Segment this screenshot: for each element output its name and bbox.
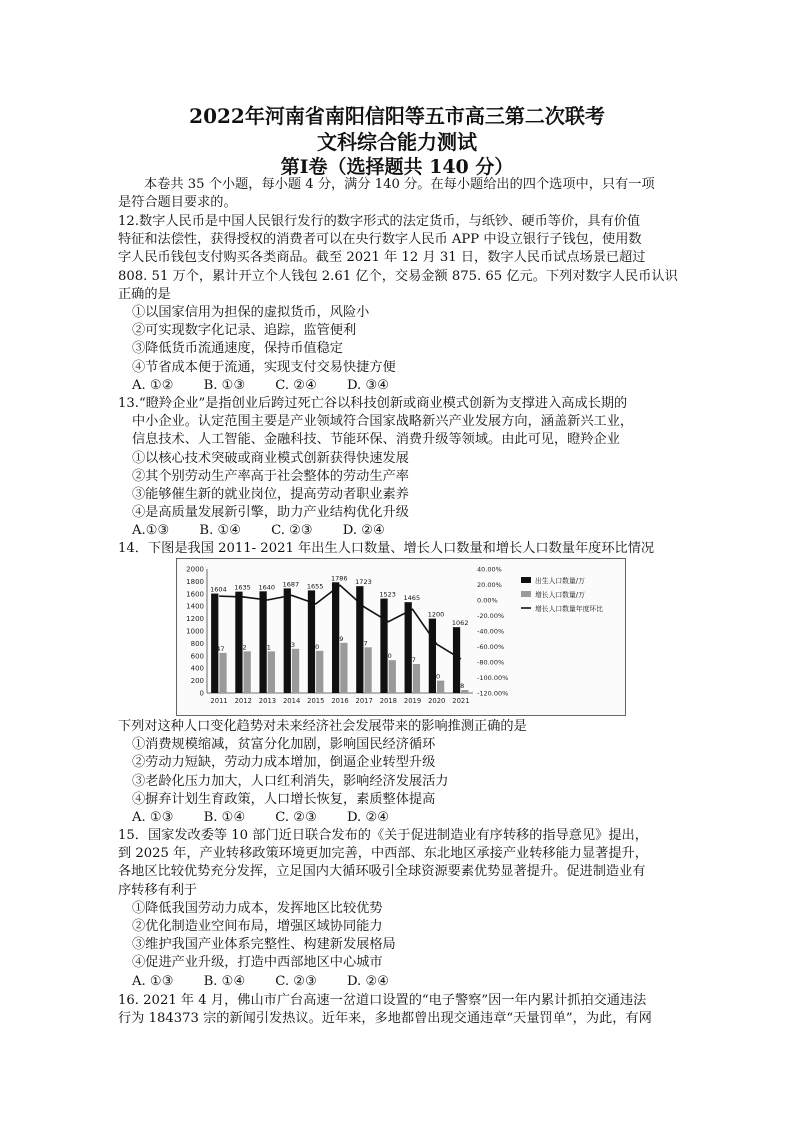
question-14: [118, 540, 678, 558]
x-tick-label: 2020: [428, 697, 446, 705]
instruction-line: 是符合题目要求的。: [118, 195, 237, 211]
y-tick-label-left: 200: [190, 677, 204, 686]
legend-label-births: 出生人口数量/万: [535, 577, 585, 585]
choice-c: C. ②④: [275, 377, 317, 393]
question-stem-line: 特征和法偿性，获得授权的消费者可以在央行数字人民币 APP 中设立银行子钱包，使用数: [118, 232, 642, 248]
data-label-growth: 37: [359, 639, 368, 648]
statement-option: ②劳动力短缺，劳动力成本增加，倒逼企业转型升级: [132, 755, 436, 771]
question-stem-line: 中小企业。认定范围主要是产业领域符合国家战略新兴产业发展方向，涵盖新兴工业，: [132, 414, 634, 430]
question-14-body: [118, 718, 678, 827]
x-tick-label: 2012: [234, 697, 252, 705]
y-tick-label-right: -80.00%: [477, 658, 505, 667]
question-stem-line: 12.数字人民币是中国人民银行发行的数字形式的法定货币，与纸钞、硬币等价，具有价值: [118, 214, 641, 229]
choice-c: C. ②③: [275, 973, 317, 989]
data-label-growth: 13: [286, 640, 296, 649]
bar-growth: [389, 660, 396, 693]
y-tick-label-left: 1600: [186, 590, 204, 599]
y-tick-label-left: 1400: [186, 602, 204, 611]
choice-a: A.①③: [132, 523, 170, 539]
data-label-births: 1655: [306, 582, 324, 591]
bar-births: [405, 602, 412, 693]
y-tick-label-left: 1000: [186, 627, 204, 636]
bar-growth: [316, 651, 323, 693]
choice-d: D. ②④: [346, 973, 390, 989]
population-chart: [176, 558, 626, 716]
data-label-growth: 30: [383, 652, 392, 661]
choice-a: A. ①③: [132, 809, 174, 825]
question-stem-line: 各地区比较优势充分发挥，立足国内大循环吸引全球资源要素优势显著提升。促进制造业有: [118, 864, 646, 880]
x-tick-label: 2017: [355, 697, 373, 705]
y-tick-label-right: 20.00%: [477, 581, 502, 589]
y-tick-label-left: 2000: [186, 565, 204, 574]
data-label-growth: 80: [310, 642, 320, 651]
data-label-growth: 09: [335, 634, 344, 643]
x-tick-label: 2013: [258, 697, 277, 705]
bar-growth: [413, 664, 420, 693]
bar-births: [259, 591, 266, 693]
question-stem-line: 16. 2021 年 4 月，佛山市广台高速一岔道口设置的“电子警察”因一年内累计抓拍交通违法: [118, 993, 647, 1008]
y-tick-label-right: -60.00%: [477, 643, 505, 651]
instruction-line: 本卷共 35 个小题，每小题 4 分，满分 140 分。在每小题给出的四个选项中，只有一项: [144, 177, 655, 192]
exam-title: 2022年河南省南阳信阳等五市高三第二次联考: [189, 104, 605, 128]
data-label-growth: 67: [407, 656, 416, 665]
answer-choices: [118, 809, 678, 827]
question-12: [118, 213, 678, 395]
question-stem-line: 808. 51 万个，累计开立个人钱包 2.61 亿个，交易金额 875. 65 亿元。下列对数字人民币认识: [118, 268, 678, 284]
data-label-growth: 48: [456, 682, 465, 691]
choice-d: D. ③④: [346, 377, 390, 393]
question-stem-line: 14．下图是我国 2011- 2021 年出生人口数量、增长人口数量和增长人口数量年度环比情况: [118, 541, 655, 556]
statement-option: ④节省成本便于流通，实现支付交易快捷方便: [132, 359, 396, 375]
ratio-line: [219, 585, 461, 659]
bar-births: [380, 599, 387, 693]
statement-option: ④摒弃计划生育政策，人口增长恢复，素质整体提高: [132, 791, 436, 807]
legend-label-ratio: 增长人口数量年度环比: [535, 605, 603, 613]
choice-b: B. ①④: [199, 523, 242, 539]
legend-swatch-growth: [521, 591, 531, 597]
instructions: [118, 176, 678, 212]
bar-growth: [340, 643, 347, 693]
bar-growth: [268, 651, 275, 693]
question-stem-line: 字人民币钱包支付购买各类商品。截至 2021 年 12 月 31 日，数字人民币试点场景已超过: [118, 250, 646, 266]
choice-b: B. ①④: [203, 809, 246, 825]
answer-choices: [118, 973, 678, 991]
data-label-growth: 72: [238, 643, 247, 652]
statement-option: ③老龄化压力加大，人口红利消失，影响经济发展活力: [132, 773, 449, 789]
data-label-births: 1062: [451, 619, 469, 628]
y-tick-label-left: 1800: [186, 577, 204, 586]
data-label-growth: 71: [262, 643, 271, 652]
choice-a: A. ①③: [132, 973, 174, 989]
choice-d: D. ②④: [346, 809, 390, 825]
y-tick-label-right: -40.00%: [477, 627, 505, 636]
x-tick-label: 2011: [210, 697, 228, 705]
statement-option: ①以核心技术突破或商业模式创新获得快速发展: [132, 450, 409, 466]
choice-c: C. ②③: [275, 809, 317, 825]
y-tick-label-left: 1200: [186, 615, 204, 624]
data-label-births: 1786: [331, 574, 348, 583]
bar-growth: [364, 647, 371, 693]
data-label-births: 1635: [234, 583, 251, 592]
question-stem-line: 下列对这种人口变化趋势对未来经济社会发展带来的影响推测正确的是: [118, 719, 527, 734]
data-label-births: 1723: [355, 578, 372, 587]
statement-option: ①以国家信用为担保的虚拟货币，风险小: [132, 304, 370, 320]
choice-a: A. ①②: [132, 377, 174, 393]
answer-choices: [118, 522, 678, 540]
statement-option: ③能够催生新的就业岗位，提高劳动者职业素养: [132, 486, 409, 502]
choice-d: D. ②④: [342, 523, 385, 539]
question-stem-line: 正确的是: [118, 286, 171, 302]
x-tick-label: 2016: [331, 697, 349, 705]
statement-option: ③维护我国产业体系完整性、构建新发展格局: [132, 937, 396, 953]
y-tick-label-left: 800: [190, 639, 204, 648]
data-label-births: 1523: [379, 590, 396, 599]
question-stem-line: 15．国家发改委等 10 部门近日联合发布的《关于促进制造业有序转移的指导意见》提出，: [118, 828, 648, 843]
y-tick-label-left: 600: [190, 652, 204, 661]
choice-c: C. ②③: [271, 523, 313, 539]
bar-growth: [437, 681, 444, 693]
statement-option: ②可实现数字化记录、追踪，监管便利: [132, 323, 357, 339]
statement-option: ③降低货币流通速度，保持币值稳定: [132, 341, 343, 357]
exam-subtitle: 文科综合能力测试: [317, 130, 477, 154]
bar-births: [308, 590, 315, 693]
question-stem-line: 13.“瞪羚企业”是指创业后跨过死亡谷以科技创新或商业模式创新为支撑进入高成长期的: [118, 396, 628, 411]
statement-option: ④是高质量发展新引擎，助力产业结构优化升级: [132, 505, 409, 521]
x-tick-label: 2018: [379, 697, 398, 705]
legend-label-growth: 增长人口数量/万: [535, 591, 585, 599]
data-label-births: 1640: [258, 583, 276, 592]
y-tick-label-right: 0.00%: [477, 596, 498, 605]
question-stem-line: 信息技术、人工智能、金融科技、节能环保、消费升级等领域。由此可见，瞪羚企业: [132, 432, 620, 448]
y-tick-label-right: -100.00%: [477, 674, 509, 682]
statement-option: ①降低我国劳动力成本，发挥地区比较优势: [132, 900, 383, 916]
x-tick-label: 2015: [307, 697, 325, 705]
bar-births: [429, 619, 436, 693]
question-16: [118, 992, 678, 1028]
section-heading: 第Ⅰ卷（选择题共 140 分）: [280, 156, 514, 178]
bar-births: [211, 594, 218, 693]
y-tick-label-right: -20.00%: [477, 612, 505, 620]
statement-option: ②其个别劳动生产率高于社会整体的劳动生产率: [132, 468, 409, 484]
statement-option: ④促进产业升级，打造中西部地区中心城市: [132, 955, 383, 971]
y-tick-label-left: 400: [190, 664, 204, 673]
legend-swatch-births: [521, 577, 531, 583]
data-label-births: 1200: [427, 610, 445, 619]
bar-growth: [244, 651, 251, 693]
bar-growth: [219, 653, 226, 693]
chart-svg: [177, 559, 625, 715]
data-label-births: 1687: [282, 580, 300, 589]
x-tick-label: 2019: [403, 697, 422, 705]
choice-b: B. ①③: [203, 377, 246, 393]
x-tick-label: 2021: [452, 697, 470, 705]
data-label-births: 1465: [403, 594, 421, 603]
data-label-growth: 00: [431, 672, 441, 681]
bar-growth: [292, 649, 299, 693]
statement-option: ①消费规模缩减，贫富分化加剧，影响国民经济循环: [132, 737, 436, 753]
data-label-growth: 647: [212, 644, 225, 653]
question-stem-line: 序转移有利于: [118, 882, 198, 898]
x-tick-label: 2014: [282, 697, 301, 705]
question-stem-line: 行为 184373 宗的新闻引发热议。近年来，多地都曾出现交通违章“天量罚单”，为此，有网: [118, 1011, 652, 1027]
data-label-births: 1604: [210, 585, 227, 594]
choice-b: B. ①④: [203, 973, 246, 989]
y-tick-label-right: -120.00%: [477, 689, 509, 698]
bar-births: [235, 592, 242, 693]
y-tick-label-right: 40.00%: [477, 565, 502, 574]
bar-growth: [461, 690, 468, 693]
y-tick-label-left: 0: [199, 689, 204, 698]
question-stem-line: 到 2025 年，产业转移政策环境更加完善，中西部、东北地区承接产业转移能力显著提升，: [118, 846, 648, 862]
question-15: [118, 827, 678, 991]
question-13: [118, 395, 678, 541]
answer-choices: [118, 377, 678, 395]
statement-option: ②优化制造业空间布局，增强区域协同能力: [132, 918, 383, 934]
